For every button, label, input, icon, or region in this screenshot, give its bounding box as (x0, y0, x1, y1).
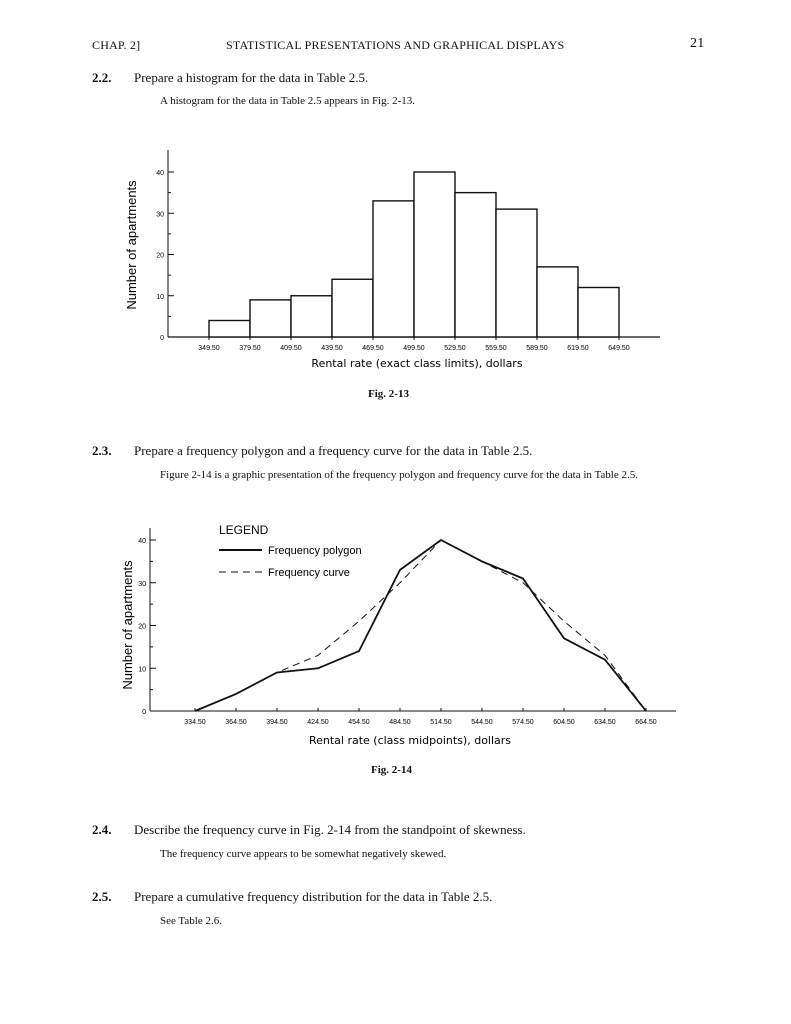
chapter-label: CHAP. 2] (92, 38, 141, 52)
x-tick-label: 529.50 (444, 345, 466, 352)
problem-question: Prepare a frequency polygon and a frequency curve for the data in Table 2.5. (134, 443, 533, 458)
x-tick-label: 364.50 (225, 719, 247, 726)
x-tick-label: 334.50 (184, 719, 206, 726)
x-tick-label: 589.50 (526, 345, 548, 352)
x-tick-label: 454.50 (348, 719, 370, 726)
legend-label: Frequency polygon (268, 545, 362, 557)
x-tick-label: 379.50 (239, 345, 261, 352)
fig14-caption: Fig. 2-14 (371, 764, 412, 776)
legend-title: LEGEND (219, 523, 269, 537)
problem-answer: A histogram for the data in Table 2.5 appears in Fig. 2-13. (160, 95, 416, 107)
x-axis-title: Rental rate (class midpoints), dollars (308, 734, 512, 747)
y-tick-label: 10 (138, 666, 146, 674)
fig13-caption: Fig. 2-13 (368, 388, 409, 400)
y-tick-label: 20 (138, 623, 146, 631)
x-tick-label: 514.50 (430, 719, 452, 726)
problem-answer: See Table 2.6. (160, 915, 222, 927)
y-axis-title: Number of apartments (124, 180, 139, 310)
histogram-bar (373, 201, 414, 337)
y-tick-label: 30 (156, 211, 164, 219)
x-tick-label: 484.50 (389, 719, 411, 726)
histogram-bar (332, 279, 373, 337)
x-tick-label: 409.50 (280, 345, 302, 352)
y-tick-label: 0 (160, 335, 164, 342)
y-tick-label: 10 (156, 293, 164, 301)
frequency-curve-line (195, 540, 646, 711)
y-axis-title: Number of apartments (120, 560, 135, 690)
problem-question: Prepare a histogram for the data in Table 2.5. (134, 70, 369, 85)
x-tick-label: 424.50 (307, 719, 329, 726)
histogram-bar (414, 172, 455, 337)
x-tick-label: 559.50 (485, 345, 507, 352)
page-number: 21 (690, 36, 705, 51)
x-tick-label: 649.50 (608, 345, 630, 352)
problem-number: 2.2. (92, 70, 112, 85)
problem-number: 2.3. (92, 443, 112, 458)
legend-label: Frequency curve (268, 567, 350, 579)
x-tick-label: 394.50 (266, 719, 288, 726)
x-tick-label: 634.50 (594, 719, 616, 726)
x-tick-label: 499.50 (403, 345, 425, 352)
problem-number: 2.5. (92, 889, 112, 904)
x-tick-label: 604.50 (553, 719, 575, 726)
y-tick-label: 30 (138, 580, 146, 588)
histogram-bar (209, 321, 250, 338)
polygon-chart (0, 500, 791, 760)
x-tick-label: 349.50 (198, 345, 220, 352)
x-axis-title: Rental rate (exact class limits), dollars (311, 357, 523, 370)
problem-answer: Figure 2-14 is a graphic presentation of the frequency polygon and frequency curve for the data in Table 2.5. (160, 469, 638, 481)
x-tick-label: 544.50 (471, 719, 493, 726)
histogram-chart (0, 0, 791, 400)
y-tick-label: 40 (156, 170, 164, 177)
x-tick-label: 469.50 (362, 345, 384, 352)
x-tick-label: 439.50 (321, 345, 343, 352)
histogram-bar (578, 288, 619, 338)
histogram-bar (537, 267, 578, 337)
histogram-bar (455, 193, 496, 337)
histogram-bar (250, 300, 291, 337)
running-title: STATISTICAL PRESENTATIONS AND GRAPHICAL DISPLAYS (226, 38, 565, 52)
problem-question: Describe the frequency curve in Fig. 2-14 from the standpoint of skewness. (134, 822, 526, 837)
y-tick-label: 0 (142, 709, 146, 716)
problem-number: 2.4. (92, 822, 112, 837)
histogram-bar (496, 209, 537, 337)
frequency-polygon-line (195, 540, 646, 711)
problem-question: Prepare a cumulative frequency distribution for the data in Table 2.5. (134, 889, 493, 904)
x-tick-label: 574.50 (512, 719, 534, 726)
problem-answer: The frequency curve appears to be somewhat negatively skewed. (160, 848, 447, 860)
y-tick-label: 40 (138, 538, 146, 545)
histogram-bar (291, 296, 332, 337)
x-tick-label: 619.50 (567, 345, 589, 352)
x-tick-label: 664.50 (635, 719, 657, 726)
y-tick-label: 20 (156, 252, 164, 260)
